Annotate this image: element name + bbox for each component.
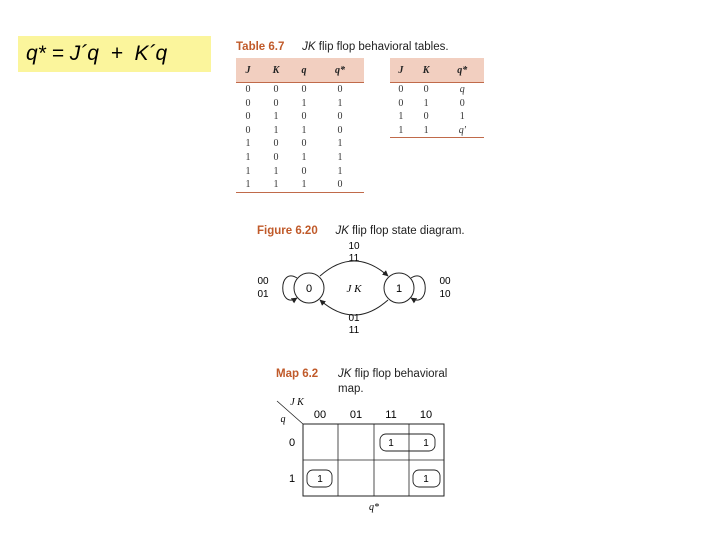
cell: 1 [273,111,279,123]
col-header-10: 10 [419,409,433,421]
cell: 1 [412,124,441,138]
cell: 0 [273,84,279,95]
cell: 0 [337,111,343,123]
cell: 1 [245,165,251,177]
top-label-2: 11 [348,253,360,264]
map-number: Map 6.2 [276,368,319,380]
table-row [390,124,484,138]
equation-box: q* = J´q + K´q [18,36,211,72]
cell: q′ [441,124,484,138]
table-number: Table 6.7 [236,41,285,53]
right-label-2: 10 [439,289,451,300]
cell: 0 [273,138,279,150]
cell: 0 [423,84,429,95]
table-row [236,97,364,111]
table-row [390,83,484,97]
header-q: q [292,58,316,83]
cell: 1 [337,97,343,109]
header-qstar: q* [316,58,364,83]
bottom-label-1: 01 [348,313,360,324]
cell: 0 [273,97,279,109]
cell-1-00: 1 [317,474,323,485]
figure-title: flip flop state diagram. [348,225,465,237]
cell: 0 [301,84,307,95]
table-row [236,178,364,192]
cell: 0 [459,97,465,109]
row-header-0: 0 [288,437,296,449]
table-row [236,165,364,179]
table-row [390,110,484,124]
map-title-line2: map. [338,383,364,395]
state-diagram [250,236,470,340]
cell: 1 [245,151,251,163]
col-header-01: 01 [349,409,363,421]
table-title-italic: JK [302,41,316,53]
cell: 1 [337,165,343,177]
cell: 0 [301,165,307,177]
header-j: J [236,58,260,83]
cell: 0 [316,178,364,192]
state-1-label: 1 [395,283,403,295]
cell: 0 [337,84,343,95]
cell: 1 [337,151,343,163]
figure-title-italic: JK [335,225,349,237]
table-row [236,110,364,124]
cell: q [459,84,465,95]
table-caption [236,37,449,55]
cell: 0 [398,84,404,95]
top-label-1: 10 [348,241,360,252]
cell: 0 [301,138,307,150]
cell: 1 [236,178,260,192]
corner-q-label: q [280,414,286,425]
state-0-label: 0 [305,283,313,295]
cell: 1 [301,97,307,109]
map-output-label: q* [369,502,379,513]
cell: 1 [245,138,251,150]
header-qstar: q* [441,58,484,83]
cell-0-11: 1 [388,438,394,449]
figure-number: Figure 6.20 [257,225,318,237]
corner-jk-label: J K [290,397,304,408]
header-k: K [260,58,292,83]
right-label-1: 00 [439,276,451,287]
cell: 0 [423,111,429,123]
cell: 0 [398,97,404,109]
jk-full-truth-table [236,58,364,193]
map-title: flip flop behavioral [351,368,448,380]
cell: 1 [273,124,279,136]
karnaugh-map [270,392,470,517]
cell-0-10: 1 [423,438,429,449]
col-header-11: 11 [385,409,397,421]
cell: 1 [292,178,316,192]
cell: 1 [260,178,292,192]
cell: 1 [301,124,307,136]
cell: 0 [245,97,251,109]
row-header-1: 1 [288,473,296,485]
table-header-row [390,58,484,83]
table-row [236,124,364,138]
table-row [390,97,484,111]
cell: 1 [459,111,465,123]
table-row [236,137,364,151]
cell-1-10: 1 [423,474,429,485]
cell: 1 [337,138,343,150]
table-header-row [236,58,364,83]
left-label-1: 00 [257,276,269,287]
cell: 1 [301,151,307,163]
map-title-italic: JK [338,368,352,380]
header-j: J [390,58,412,83]
cell: 0 [245,84,251,95]
cell: 0 [245,124,251,136]
cell: 0 [245,111,251,123]
header-k: K [412,58,441,83]
cell: 1 [398,111,404,123]
cell: 0 [301,111,307,123]
cell: 1 [423,97,429,109]
table-row [236,151,364,165]
left-label-2: 01 [257,289,269,300]
cell: 1 [390,124,412,138]
cell: 1 [273,165,279,177]
cell: 0 [273,151,279,163]
cell: 0 [337,124,343,136]
col-header-00: 00 [313,409,327,421]
bottom-label-2: 11 [348,325,360,336]
table-title: flip flop behavioral tables. [315,41,449,53]
jk-reduced-truth-table [390,58,484,138]
table-row [236,83,364,97]
center-label: J K [346,283,362,295]
